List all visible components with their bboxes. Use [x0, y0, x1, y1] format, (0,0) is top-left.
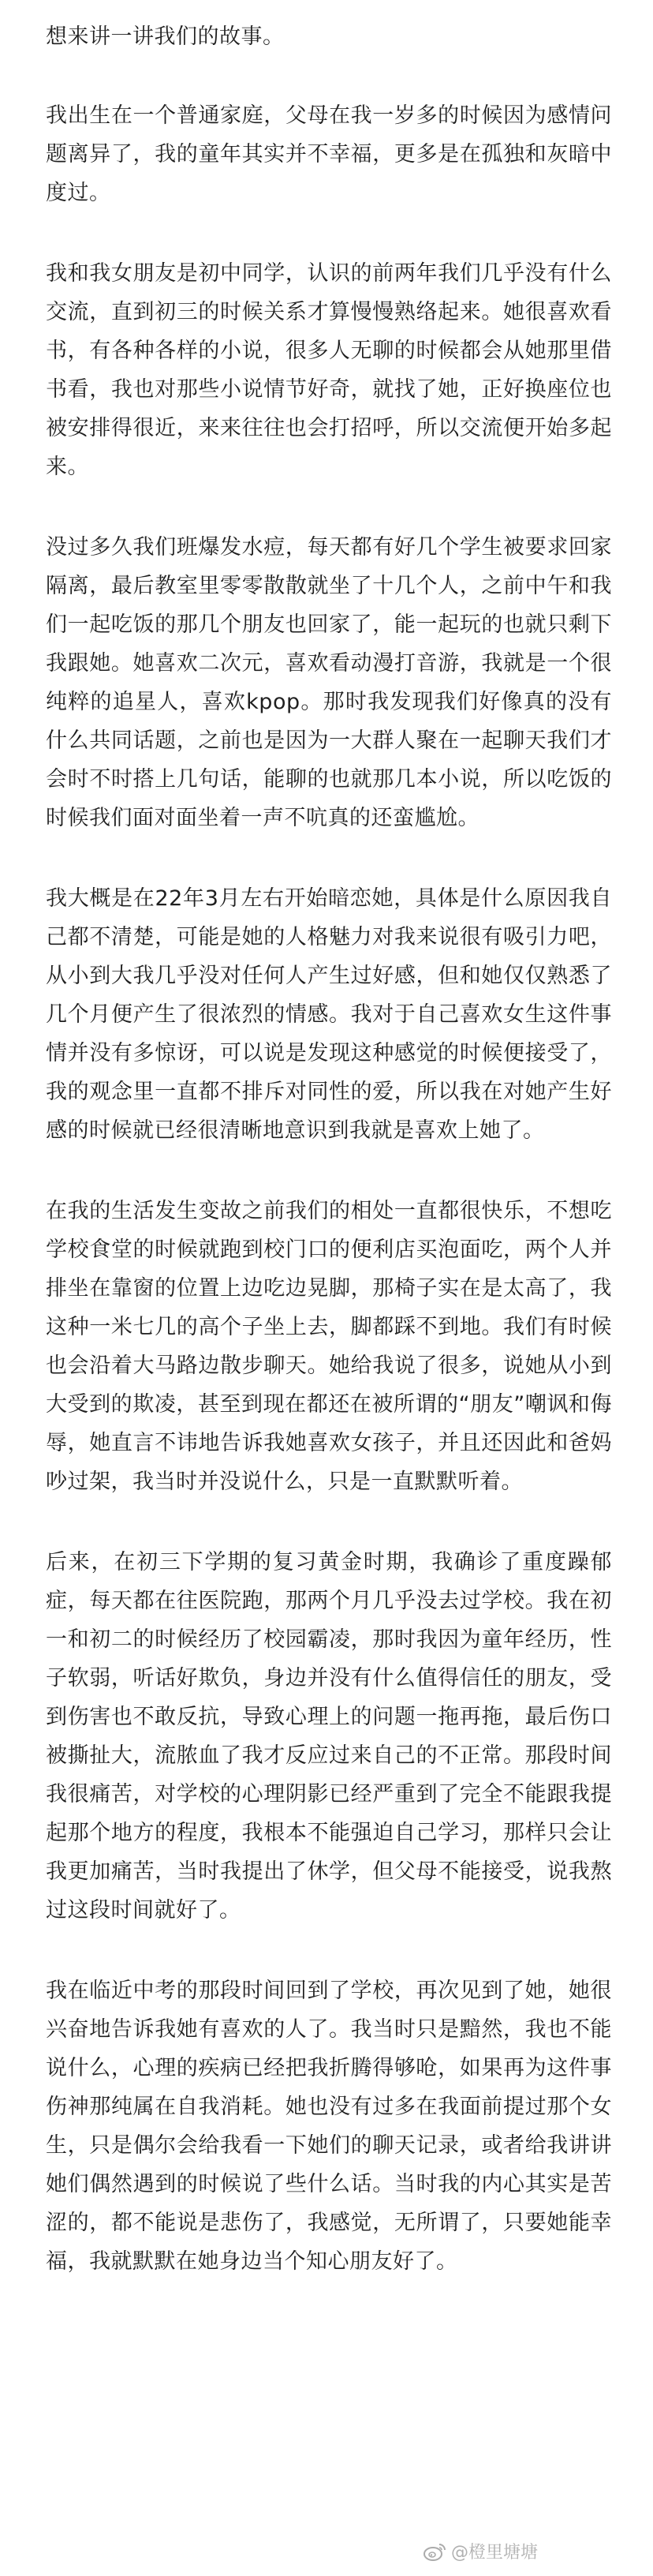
weibo-watermark	[423, 2539, 538, 2563]
paragraph-1: 想来讲一讲我们的故事。	[46, 24, 285, 49]
article-body	[46, 17, 612, 2323]
paragraph-3: 我和我女朋友是初中同学，认识的前两年我们几乎没有什么交流，直到初三的时候关系才算慢慢熟络起来。她很喜欢看书，有各种各样的小说，很多人无聊的时候都会从她那里借书看，我也对那些小说情节好奇，就找了她，正好换座位也被安排得很近，来来往往也会打招呼，所以交流便开始多起来。	[46, 261, 612, 479]
watermark-text: @橙里塘塘	[450, 2543, 538, 2563]
paragraph-6: 在我的生活发生变故之前我们的相处一直都很快乐，不想吃学校食堂的时候就跑到校门口的便利店买泡面吃，两个人并排坐在靠窗的位置上边吃边晃脚，那椅子实在是太高了，我这种一米七几的高个子坐上去，脚都踩不到地。我们有时候也会沿着大马路边散步聊天。她给我说了很多，说她从小到大受到的欺凌，甚至到现在都还在被所谓的“朋友”嘲讽和侮辱，她直言不讳地告诉我她喜欢女孩子，并且还因此和爸妈吵过架，我当时并没说什么，只是一直默默听着。	[46, 1199, 612, 1494]
paragraph-2: 我出生在一个普通家庭，父母在我一岁多的时候因为感情问题离异了，我的童年其实并不幸福，更多是在孤独和灰暗中度过。	[46, 103, 612, 205]
weibo-logo-icon	[423, 2541, 446, 2562]
paragraph-5: 我大概是在22年3月左右开始暗恋她，具体是什么原因我自己都不清楚，可能是她的人格魅力对我来说很有吸引力吧，从小到大我几乎没对任何人产生过好感，但和她仅仅熟悉了几个月便产生了很浓烈的情感。我对于自己喜欢女生这件事情并没有多惊讶，可以说是发现这种感觉的时候便接受了，我的观念里一直都不排斥对同性的爱，所以我在对她产生好感的时候就已经很清晰地意识到我就是喜欢上她了。	[46, 886, 612, 1143]
paragraph-4: 没过多久我们班爆发水痘，每天都有好几个学生被要求回家隔离，最后教室里零零散散就坐了十几个人，之前中午和我们一起吃饭的那几个朋友也回家了，能一起玩的也就只剩下我跟她。她喜欢二次元，喜欢看动漫打音游，我就是一个很纯粹的追星人，喜欢kpop。那时我发现我们好像真的没有什么共同话题，之前也是因为一大群人聚在一起聊天我们才会时不时搭上几句话，能聊的也就那几本小说，所以吃饭的时候我们面对面坐着一声不吭真的还蛮尴尬。	[46, 535, 612, 830]
paragraph-8: 我在临近中考的那段时间回到了学校，再次见到了她，她很兴奋地告诉我她有喜欢的人了。我当时只是黯然，我也不能说什么，心理的疾病已经把我折腾得够呛，如果再为这件事伤神那纯属在自我消耗。她也没有过多在我面前提过那个女生，只是偶尔会给我看一下她们的聊天记录，或者给我讲讲她们偶然遇到的时候说了些什么话。当时我的内心其实是苦涩的，都不能说是悲伤了，我感觉，无所谓了，只要她能幸福，我就默默在她身边当个知心朋友好了。	[46, 1979, 612, 2274]
paragraph-7: 后来，在初三下学期的复习黄金时期，我确诊了重度躁郁症，每天都在往医院跑，那两个月几乎没去过学校。我在初一和初二的时候经历了校园霸凌，那时我因为童年经历，性子软弱，听话好欺负，身边并没有什么值得信任的朋友，受到伤害也不敢反抗，导致心理上的问题一拖再拖，最后伤口被撕扯大，流脓血了我才反应过来自己的不正常。那段时间我很痛苦，对学校的心理阴影已经严重到了完全不能跟我提起那个地方的程度，我根本不能强迫自己学习，那样只会让我更加痛苦，当时我提出了休学，但父母不能接受，说我熬过这段时间就好了。	[46, 1550, 612, 1923]
